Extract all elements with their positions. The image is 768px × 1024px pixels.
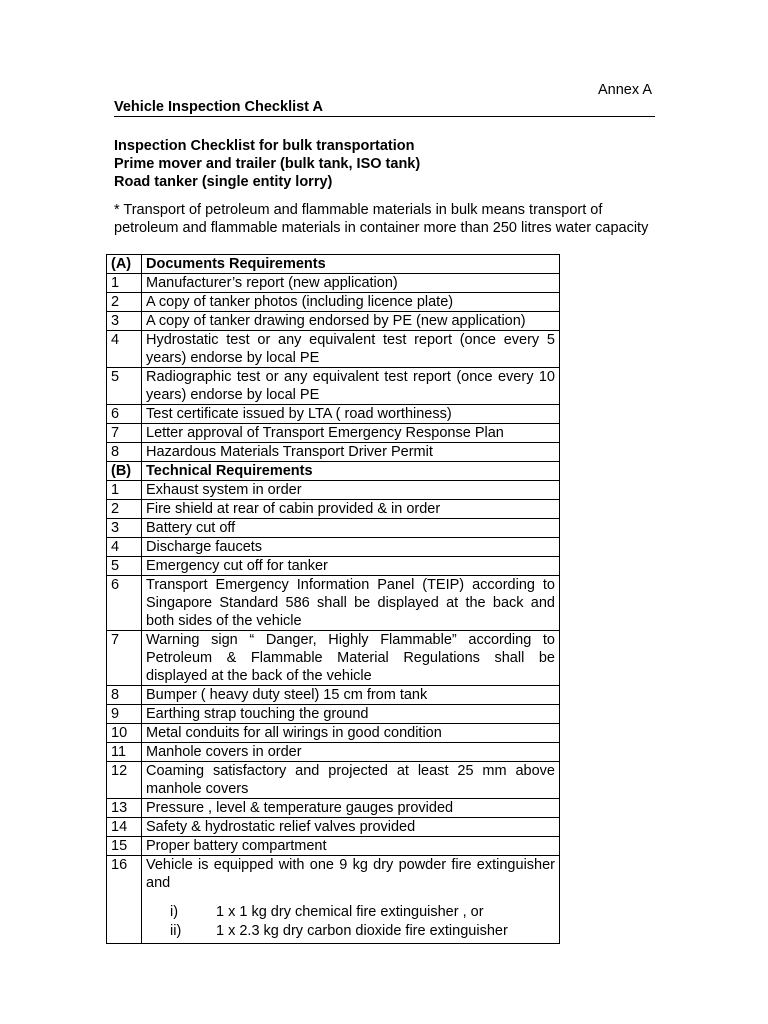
document-title: Vehicle Inspection Checklist A [114, 99, 655, 117]
row-text: Radiographic test or any equivalent test report (once every 10 years) endorse by local PE [142, 368, 560, 405]
table-row [107, 705, 560, 724]
sub-item-text: 1 x 1 kg dry chemical fire extinguisher , or [216, 904, 484, 920]
table-row [107, 743, 560, 762]
row-number: 6 [107, 405, 142, 424]
row-number: 1 [107, 481, 142, 500]
section-title: Documents Requirements [142, 255, 560, 274]
table-row [107, 500, 560, 519]
table-row [107, 856, 560, 944]
row-number: 10 [107, 724, 142, 743]
table-row [107, 312, 560, 331]
row-text: A copy of tanker drawing endorsed by PE (new application) [142, 312, 560, 331]
row-text: Hazardous Materials Transport Driver Permit [142, 443, 560, 462]
row-text: Coaming satisfactory and projected at least 25 mm above manhole covers [142, 762, 560, 799]
row-text: Exhaust system in order [142, 481, 560, 500]
row-number: 9 [107, 705, 142, 724]
section-header-documents [107, 255, 560, 274]
row-text: Emergency cut off for tanker [142, 557, 560, 576]
table-row [107, 837, 560, 856]
table-row [107, 368, 560, 405]
table-row [107, 424, 560, 443]
table-row [107, 576, 560, 631]
row-text: Bumper ( heavy duty steel) 15 cm from tank [142, 686, 560, 705]
row-text: Vehicle is equipped with one 9 kg dry powder fire extinguisher and [146, 857, 555, 891]
checklist-body [107, 255, 560, 944]
row-number: 11 [107, 743, 142, 762]
row-text: Manufacturer’s report (new application) [142, 274, 560, 293]
row-text: Test certificate issued by LTA ( road worthiness) [142, 405, 560, 424]
section-title: Technical Requirements [142, 462, 560, 481]
row-number: 13 [107, 799, 142, 818]
row-number: 7 [107, 424, 142, 443]
row-number: 4 [107, 331, 142, 368]
row-number: 6 [107, 576, 142, 631]
row-number: 2 [107, 500, 142, 519]
row-text: Warning sign “ Danger, Highly Flammable” according to Petroleum & Flammable Material Regulations shall be displayed at the back of the vehicle [142, 631, 560, 686]
sub-item [146, 903, 555, 921]
table-row [107, 405, 560, 424]
row-number: 4 [107, 538, 142, 557]
heading-line: Prime mover and trailer (bulk tank, ISO tank) [114, 156, 421, 172]
table-row [107, 762, 560, 799]
table-row [107, 799, 560, 818]
row-number: 15 [107, 837, 142, 856]
headings-block [114, 137, 420, 191]
row-text: Transport Emergency Information Panel (TEIP) according to Singapore Standard 586 shall be displayed at the back and both sides of the vehicle [142, 576, 560, 631]
row-number: 14 [107, 818, 142, 837]
table-row [107, 686, 560, 705]
table-row [107, 331, 560, 368]
row-number: 16 [107, 856, 142, 944]
sub-item [146, 922, 555, 940]
checklist-table [106, 254, 560, 944]
section-code: (B) [107, 462, 142, 481]
table-row [107, 724, 560, 743]
table-row [107, 481, 560, 500]
row-number: 12 [107, 762, 142, 799]
table-row [107, 443, 560, 462]
row-number: 5 [107, 368, 142, 405]
sub-item-numeral: ii) [170, 923, 182, 939]
row-cell-extinguisher [142, 856, 560, 944]
sub-item-text: 1 x 2.3 kg dry carbon dioxide fire extinguisher [216, 923, 508, 939]
bulk-transport-note: * Transport of petroleum and flammable materials in bulk means transport of petroleum and flammable materials in container more than 250 litres water capacity [114, 202, 649, 236]
row-text: A copy of tanker photos (including licence plate) [142, 293, 560, 312]
heading-line: Road tanker (single entity lorry) [114, 174, 333, 190]
row-number: 3 [107, 519, 142, 538]
row-number: 1 [107, 274, 142, 293]
row-number: 2 [107, 293, 142, 312]
table-row [107, 519, 560, 538]
table-row [107, 818, 560, 837]
row-text: Fire shield at rear of cabin provided & in order [142, 500, 560, 519]
row-number: 5 [107, 557, 142, 576]
row-text: Proper battery compartment [142, 837, 560, 856]
row-text: Pressure , level & temperature gauges provided [142, 799, 560, 818]
section-header-technical [107, 462, 560, 481]
sub-item-numeral: i) [170, 904, 179, 920]
annex-label: Annex A [598, 82, 653, 98]
row-text: Safety & hydrostatic relief valves provided [142, 818, 560, 837]
row-text: Letter approval of Transport Emergency Response Plan [142, 424, 560, 443]
row-text: Metal conduits for all wirings in good condition [142, 724, 560, 743]
table-row [107, 631, 560, 686]
row-number: 8 [107, 686, 142, 705]
row-number: 3 [107, 312, 142, 331]
row-text: Manhole covers in order [142, 743, 560, 762]
table-row [107, 274, 560, 293]
row-number: 8 [107, 443, 142, 462]
heading-line: Inspection Checklist for bulk transportation [114, 138, 415, 154]
row-text: Hydrostatic test or any equivalent test report (once every 5 years) endorse by local PE [142, 331, 560, 368]
section-code: (A) [107, 255, 142, 274]
row-text: Earthing strap touching the ground [142, 705, 560, 724]
row-text: Discharge faucets [142, 538, 560, 557]
table-row [107, 557, 560, 576]
table-row [107, 538, 560, 557]
row-number: 7 [107, 631, 142, 686]
table-row [107, 293, 560, 312]
row-text: Battery cut off [142, 519, 560, 538]
